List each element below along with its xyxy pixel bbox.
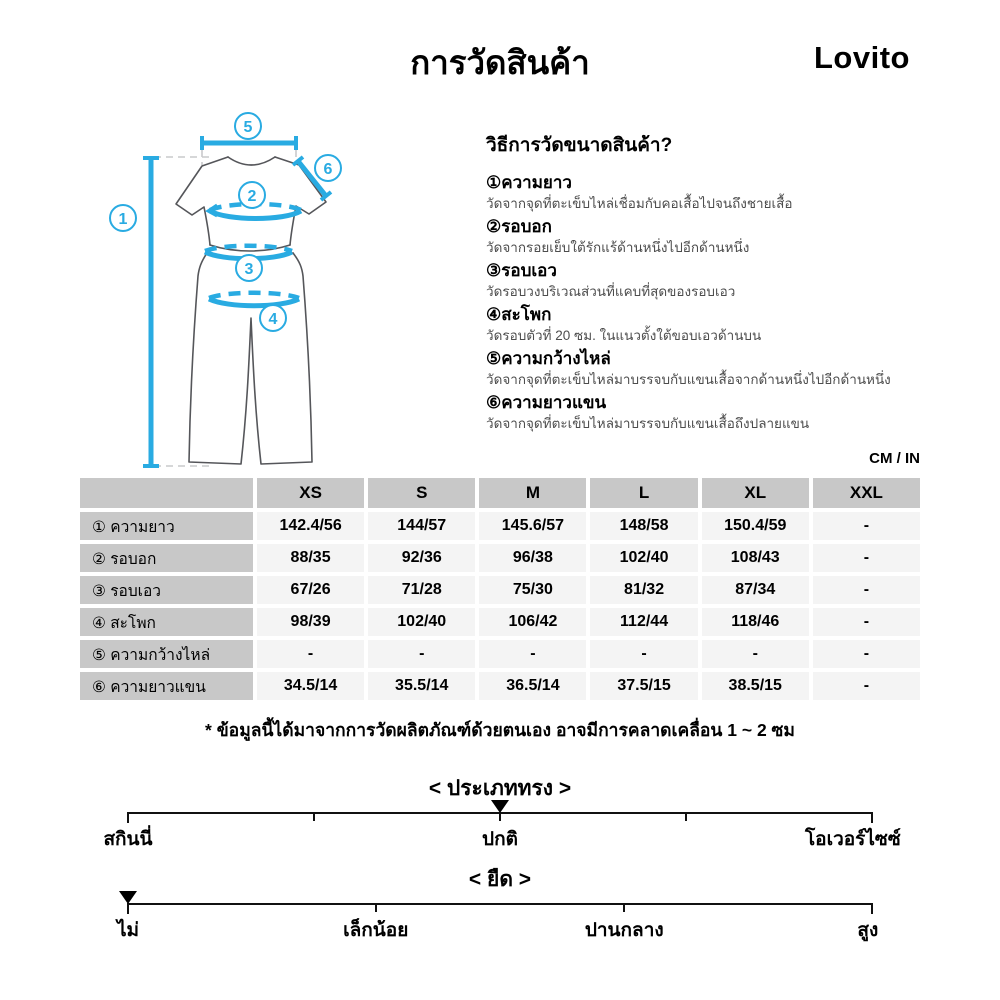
- svg-text:4: 4: [268, 311, 278, 328]
- table-value-cell: 108/43: [702, 544, 809, 572]
- table-row-label: ③ รอบเอว: [80, 576, 253, 604]
- table-column-header: M: [479, 478, 586, 508]
- brand-logo: Lovito: [814, 40, 910, 75]
- unit-label: CM / IN: [869, 450, 920, 467]
- table-row-label: ⑥ ความยาวแขน: [80, 672, 253, 700]
- instruction-item-detail: วัดจากรอยเย็บใต้รักแร้ด้านหนึ่งไปอีกด้านหนึ่ง: [486, 240, 750, 255]
- scale-tick: [499, 812, 501, 821]
- scale-tick: [871, 812, 873, 823]
- table-value-cell: 88/35: [257, 544, 364, 572]
- table-value-cell: -: [813, 608, 920, 636]
- table-value-cell: -: [813, 672, 920, 700]
- table-value-cell: 148/58: [590, 512, 697, 540]
- table-column-header: L: [590, 478, 697, 508]
- instruction-item-title: ⑥ความยาวแขน: [486, 393, 607, 412]
- instruction-item-detail: วัดรอบวงบริเวณส่วนที่แคบที่สุดของรอบเอว: [486, 284, 736, 299]
- scale-label: สกินนี่: [103, 829, 153, 850]
- table-value-cell: 112/44: [590, 608, 697, 636]
- table-value-cell: 150.4/59: [702, 512, 809, 540]
- marker-1: [110, 205, 136, 231]
- marker-4: [260, 305, 286, 331]
- instruction-item-title: ③รอบเอว: [486, 261, 557, 280]
- marker-2: [239, 182, 265, 208]
- marker-6: [315, 155, 341, 181]
- table-value-cell: 38.5/15: [702, 672, 809, 700]
- table-value-cell: -: [702, 640, 809, 668]
- table-value-cell: -: [257, 640, 364, 668]
- scale-tick: [127, 903, 129, 914]
- instruction-item: [486, 391, 936, 432]
- scale-label: โอเวอร์ไซซ์: [804, 829, 901, 850]
- table-value-cell: 71/28: [368, 576, 475, 604]
- marker-3: [236, 255, 262, 281]
- instructions-panel: [486, 130, 936, 435]
- scale-label: เล็กน้อย: [343, 920, 409, 941]
- scale-label: สูง: [857, 920, 879, 941]
- instruction-item: [486, 259, 936, 300]
- instruction-item-detail: วัดจากจุดที่ตะเข็บไหล่เชื่อมกับคอเสื้อไปจนถึงชายเสื้อ: [486, 196, 793, 211]
- table-corner-cell: [80, 478, 253, 508]
- scale-tick: [685, 812, 687, 821]
- svg-text:3: 3: [244, 261, 254, 278]
- scale-track: [103, 812, 901, 850]
- table-value-cell: 142.4/56: [257, 512, 364, 540]
- table-value-cell: -: [368, 640, 475, 668]
- table-value-cell: 81/32: [590, 576, 697, 604]
- table-value-cell: 102/40: [590, 544, 697, 572]
- table-row-label: ① ความยาว: [80, 512, 253, 540]
- table-value-cell: 102/40: [368, 608, 475, 636]
- instruction-item-title: ④สะโพก: [486, 305, 552, 324]
- instruction-item-detail: วัดจากจุดที่ตะเข็บไหล่มาบรรจบกับแขนเสื้อจากด้านหนึ่งไปอีกด้านหนึ่ง: [486, 372, 891, 387]
- scale-label: ปานกลาง: [584, 920, 664, 941]
- table-value-cell: 67/26: [257, 576, 364, 604]
- table-value-cell: 144/57: [368, 512, 475, 540]
- instruction-item-detail: วัดรอบตัวที่ 20 ซม. ในแนวตั้งใต้ขอบเอวด้านบน: [486, 328, 762, 343]
- scale-marker-icon: [119, 891, 137, 904]
- scale-tick: [871, 903, 873, 914]
- table-value-cell: 145.6/57: [479, 512, 586, 540]
- scale-marker-icon: [491, 800, 509, 813]
- table-column-header: XL: [702, 478, 809, 508]
- instruction-item: [486, 215, 936, 256]
- table-value-cell: 34.5/14: [257, 672, 364, 700]
- footnote: * ข้อมูลนี้ได้มาจากการวัดผลิตภัณฑ์ด้วยตนเอง อาจมีการคลาดเคลื่อน 1 ~ 2 ซม: [205, 720, 795, 740]
- instructions-heading: วิธีการวัดขนาดสินค้า?: [486, 135, 673, 156]
- table-column-header: XS: [257, 478, 364, 508]
- table-row-label: ④ สะโพก: [80, 608, 253, 636]
- table-value-cell: -: [813, 576, 920, 604]
- stretch-scale: [0, 863, 1000, 953]
- instruction-item: [486, 171, 936, 212]
- instruction-item-title: ⑤ความกว้างไหล่: [486, 349, 611, 368]
- scale-track: [116, 903, 879, 941]
- table-row-label: ② รอบอก: [80, 544, 253, 572]
- instruction-item: [486, 347, 936, 388]
- table-value-cell: 87/34: [702, 576, 809, 604]
- instruction-item-detail: วัดจากจุดที่ตะเข็บไหล่มาบรรจบกับแขนเสื้อถึงปลายแขน: [486, 416, 810, 431]
- scale-label: ไม่: [116, 920, 140, 941]
- table-value-cell: 92/36: [368, 544, 475, 572]
- marker-5: [235, 113, 261, 139]
- scale-tick: [313, 812, 315, 821]
- measure-length-ruler: [143, 158, 159, 466]
- table-value-cell: -: [590, 640, 697, 668]
- table-value-cell: 35.5/14: [368, 672, 475, 700]
- table-value-cell: 106/42: [479, 608, 586, 636]
- instruction-list: [486, 171, 936, 432]
- garment-measurement-diagram: [90, 110, 450, 490]
- size-table: [80, 478, 920, 700]
- scale-tick: [375, 903, 377, 912]
- table-value-cell: 75/30: [479, 576, 586, 604]
- measure-hip-girth: [209, 293, 299, 306]
- table-value-cell: 118/46: [702, 608, 809, 636]
- scale-title: < ประเภททรง >: [428, 777, 572, 800]
- svg-text:5: 5: [243, 119, 253, 136]
- fit-type-scale: [0, 772, 1000, 862]
- instruction-item: [486, 303, 936, 344]
- scale-label: ปกติ: [482, 829, 518, 850]
- scale-tick: [623, 903, 625, 912]
- page-title: การวัดสินค้า: [410, 44, 590, 81]
- svg-text:1: 1: [118, 211, 128, 228]
- table-value-cell: -: [813, 640, 920, 668]
- table-column-header: XXL: [813, 478, 920, 508]
- table-value-cell: 98/39: [257, 608, 364, 636]
- instruction-item-title: ①ความยาว: [486, 173, 572, 192]
- table-column-header: S: [368, 478, 475, 508]
- table-row-label: ⑤ ความกว้างไหล่: [80, 640, 253, 668]
- scale-title: < ยืด >: [468, 868, 532, 891]
- table-value-cell: -: [813, 512, 920, 540]
- svg-text:2: 2: [247, 188, 257, 205]
- table-value-cell: 96/38: [479, 544, 586, 572]
- svg-text:6: 6: [323, 161, 333, 178]
- table-value-cell: 36.5/14: [479, 672, 586, 700]
- table-value-cell: -: [479, 640, 586, 668]
- scale-tick: [127, 812, 129, 823]
- table-value-cell: 37.5/15: [590, 672, 697, 700]
- table-value-cell: -: [813, 544, 920, 572]
- instruction-item-title: ②รอบอก: [486, 217, 552, 236]
